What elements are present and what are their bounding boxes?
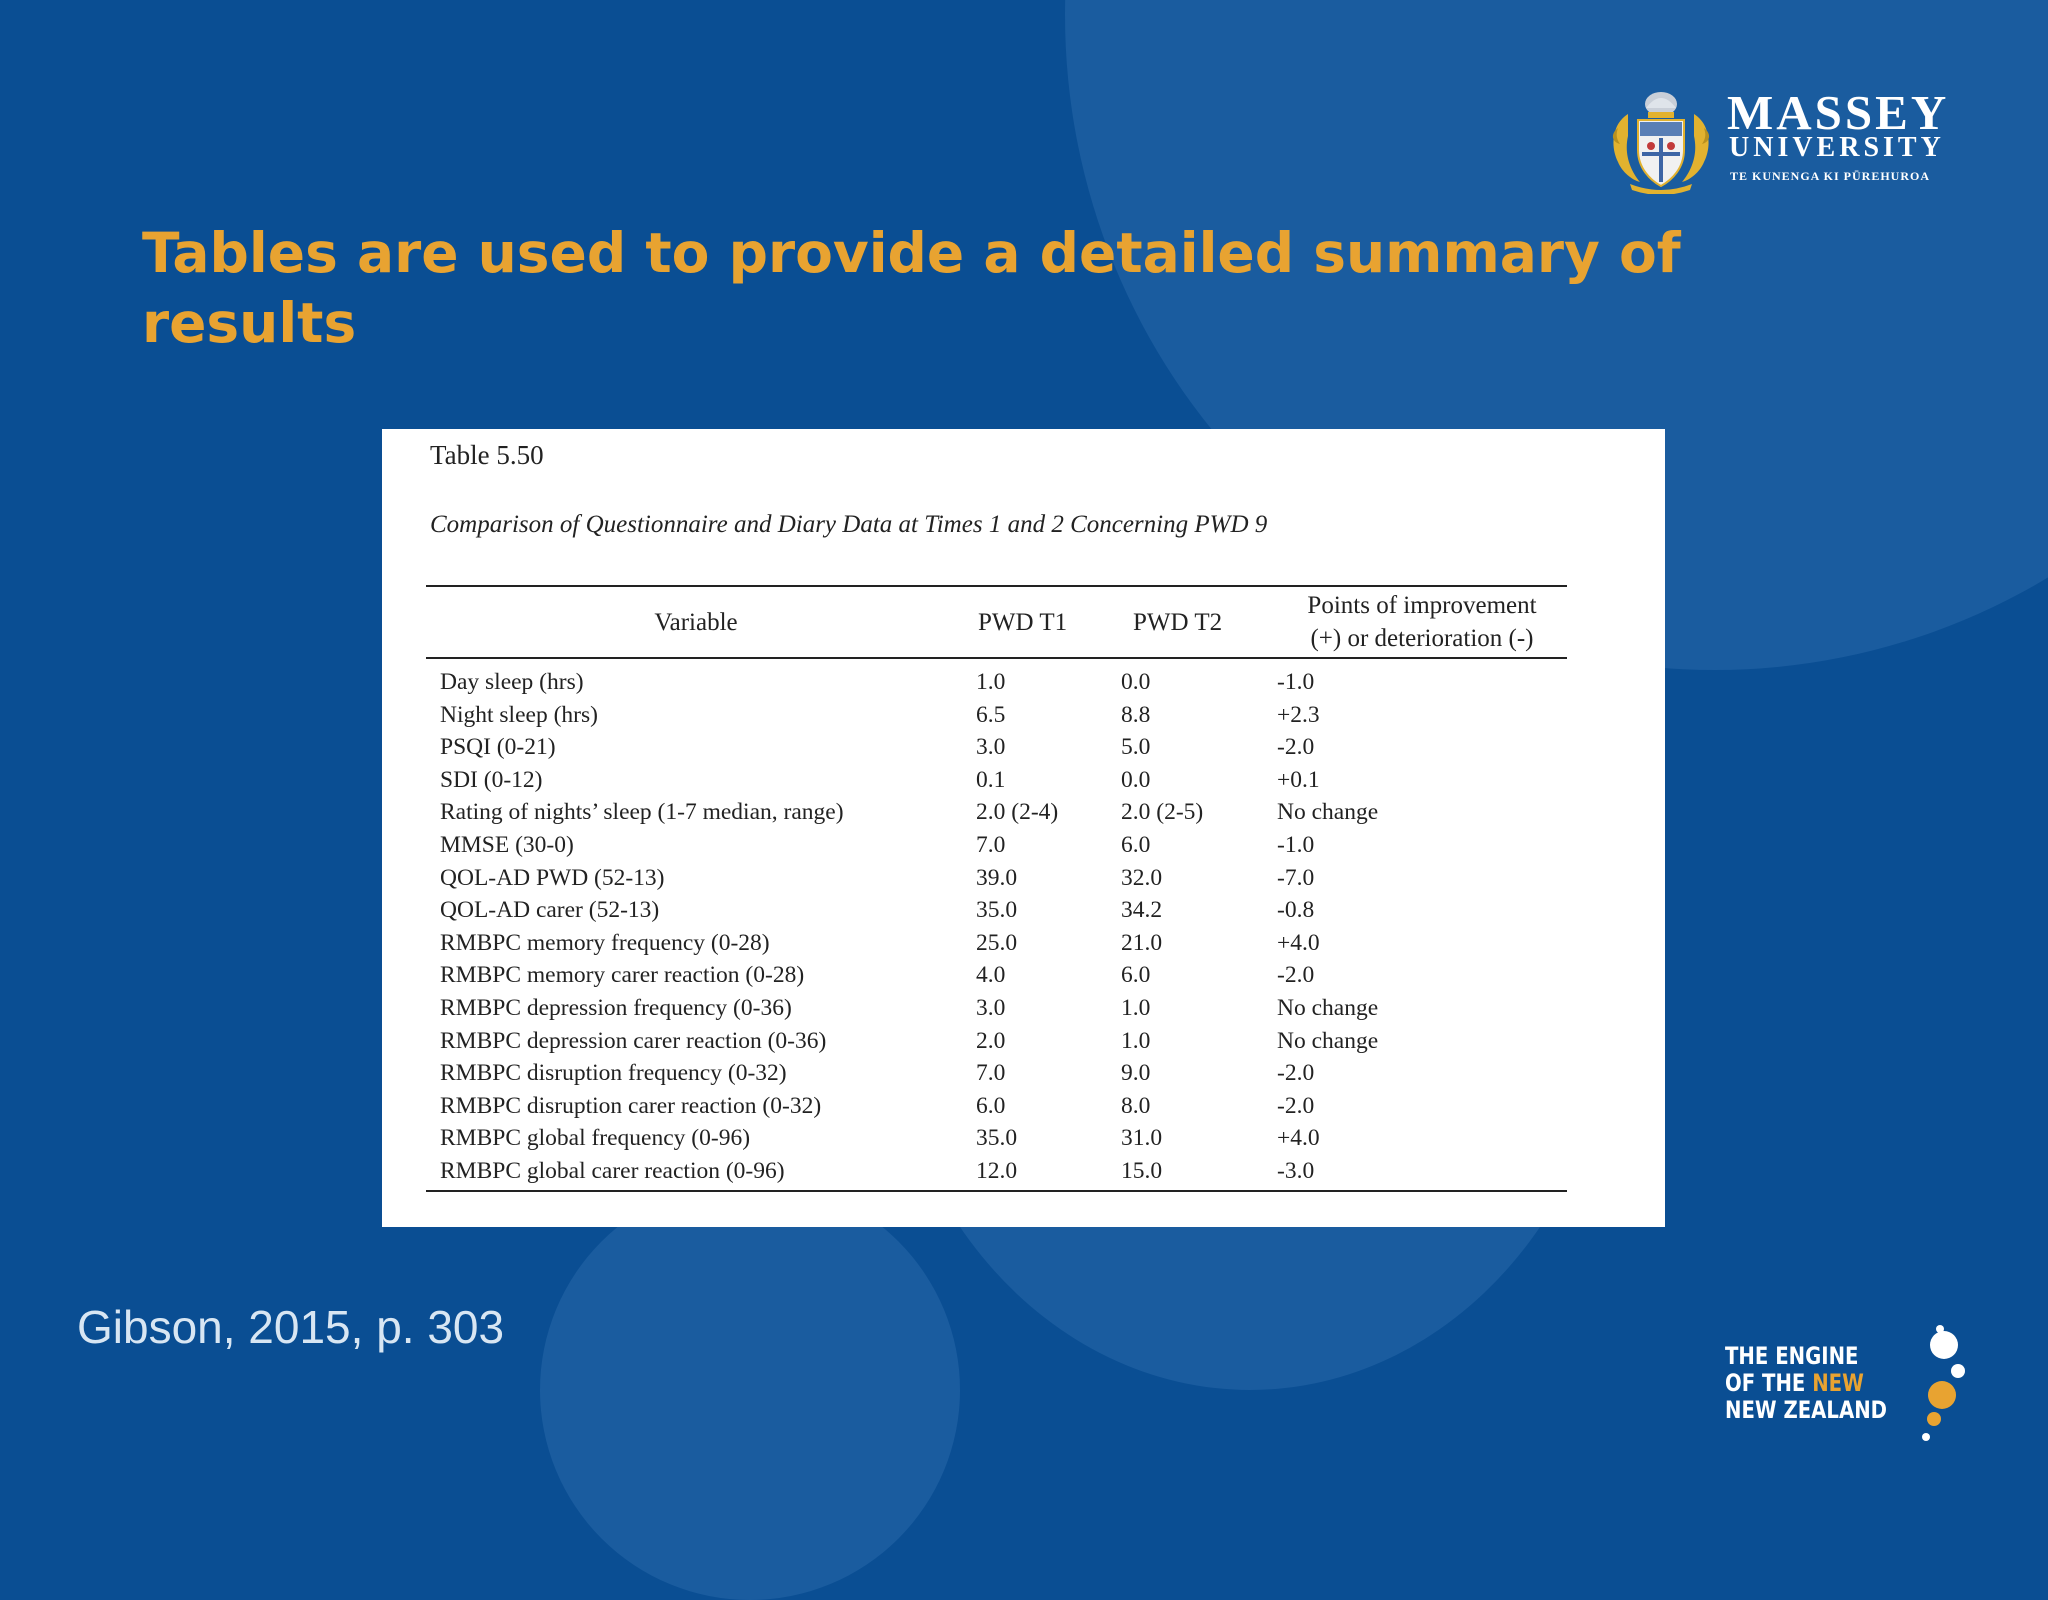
table-image [382,429,1665,1227]
cell-pwd-t1: 7.0 [976,831,1006,858]
header-points [1277,586,1567,658]
cell-pwd-t1: 3.0 [976,994,1006,1021]
header-points-line2: (+) or deterioration (-) [1310,625,1534,652]
cell-pwd-t1: 7.0 [976,1060,1006,1087]
tagline-line2-highlight: NEW [1812,1369,1864,1397]
cell-points: +4.0 [1277,1125,1320,1152]
cell-pwd-t1: 39.0 [976,864,1018,891]
cell-pwd-t2: 15.0 [1121,1155,1277,1191]
engine-tagline [1725,1340,1985,1460]
cell-points: -1.0 [1277,831,1315,858]
cell-points: No change [1277,1027,1379,1054]
table-body [426,658,1567,1191]
cell-variable: QOL-AD carer (52-13) [440,897,660,924]
cell-pwd-t1: 6.0 [976,1092,1006,1119]
cell-variable: RMBPC global frequency (0-96) [440,1125,751,1152]
cell-variable: PSQI (0-21) [440,734,556,761]
cell-points: -2.0 [1277,734,1315,761]
cell-pwd-t1: 1.0 [976,669,1006,695]
logo-maori-name: TE KUNENGA KI PŪREHUROA [1730,169,1931,183]
cell-points: -7.0 [1277,864,1315,891]
cell-variable: RMBPC depression carer reaction (0-36) [440,1027,827,1054]
table-row [426,731,1567,764]
background-circle-small [540,1180,960,1600]
cell-pwd-t2: 21.0 [1121,929,1163,956]
table-row [426,699,1567,732]
cell-pwd-t1: 4.0 [976,962,1006,989]
massey-crest-icon [1610,84,1712,194]
cell-pwd-t2: 1.0 [1121,994,1151,1021]
cell-points: -1.0 [1277,669,1315,695]
engine-dots-icon [1900,1325,1980,1455]
table-row [426,959,1567,992]
table-row [426,658,1567,699]
table-row [426,829,1567,862]
cell-pwd-t1: 35.0 [976,1125,1018,1152]
table-header-row [426,586,1567,658]
cell-pwd-t1: 35.0 [976,897,1018,924]
cell-variable: QOL-AD PWD (52-13) [440,864,665,891]
cell-points: -2.0 [1277,962,1315,989]
cell-pwd-t2: 8.0 [1121,1092,1151,1119]
cell-variable: RMBPC depression frequency (0-36) [440,994,792,1021]
massey-university-logo [1610,84,1970,194]
cell-pwd-t1: 12.0 [966,1155,1121,1191]
cell-pwd-t2: 6.0 [1121,962,1151,989]
header-points-line1: Points of improvement [1307,592,1537,619]
results-table [426,585,1567,1192]
table-row [426,764,1567,797]
cell-points: +0.1 [1277,766,1320,793]
cell-points: +2.3 [1277,701,1320,728]
cell-pwd-t1: 2.0 (2-4) [976,799,1059,826]
cell-pwd-t2: 32.0 [1121,864,1163,891]
cell-points: -3.0 [1277,1155,1567,1191]
table-row [426,1025,1567,1058]
header-pwd-t2: PWD T2 [1121,586,1277,658]
header-pwd-t1: PWD T1 [966,586,1121,658]
cell-variable: RMBPC memory frequency (0-28) [440,929,770,956]
cell-pwd-t2: 31.0 [1121,1125,1163,1152]
cell-pwd-t2: 1.0 [1121,1027,1151,1054]
table-caption: Comparison of Questionnaire and Diary Data at Times 1 and 2 Concerning PWD 9 [430,511,1268,538]
citation: Gibson, 2015, p. 303 [77,1301,505,1353]
slide-title: Tables are used to provide a detailed summary of results [142,221,1681,355]
cell-points: +4.0 [1277,929,1320,956]
cell-variable: RMBPC memory carer reaction (0-28) [440,962,805,989]
header-variable: Variable [426,586,966,658]
cell-points: -2.0 [1277,1092,1315,1119]
cell-pwd-t2: 0.0 [1121,766,1151,793]
logo-wordmark: MASSEY [1727,85,1950,140]
cell-pwd-t2: 9.0 [1121,1060,1151,1087]
table-row [426,927,1567,960]
cell-pwd-t1: 3.0 [976,734,1006,761]
cell-points: No change [1277,799,1379,826]
cell-points: -0.8 [1277,897,1315,924]
cell-pwd-t1: 25.0 [976,929,1018,956]
cell-variable: SDI (0-12) [440,766,543,793]
logo-subtitle: UNIVERSITY [1729,132,1945,163]
cell-points: -2.0 [1277,1060,1315,1087]
table-label: Table 5.50 [430,440,544,470]
cell-pwd-t1: 6.5 [976,701,1006,728]
cell-pwd-t2: 34.2 [1121,897,1163,924]
cell-variable: RMBPC global carer reaction (0-96) [426,1155,966,1191]
cell-pwd-t1: 0.1 [976,766,1006,793]
tagline-line3: NEW ZEALAND [1725,1396,1888,1424]
tagline-line2 [1725,1371,1864,1395]
cell-pwd-t2: 5.0 [1121,734,1151,761]
cell-pwd-t2: 6.0 [1121,831,1151,858]
cell-pwd-t2: 8.8 [1121,701,1151,728]
cell-variable: RMBPC disruption frequency (0-32) [440,1060,787,1087]
cell-variable: Rating of nights’ sleep (1-7 median, range) [440,799,844,826]
table-row [426,1090,1567,1123]
table-row [426,992,1567,1025]
tagline-line2-a: OF THE [1725,1369,1813,1397]
table-row [426,796,1567,829]
cell-variable: Night sleep (hrs) [440,701,598,728]
table-row [426,1057,1567,1090]
table-row [426,1122,1567,1155]
cell-pwd-t1: 2.0 [976,1027,1006,1054]
table-row [426,894,1567,927]
tagline-line1: THE ENGINE [1725,1342,1859,1370]
cell-points: No change [1277,994,1379,1021]
cell-variable: RMBPC disruption carer reaction (0-32) [440,1092,822,1119]
table-row [426,862,1567,895]
cell-variable: Day sleep (hrs) [440,669,584,695]
cell-variable: MMSE (30-0) [440,831,574,858]
table-row [426,1155,1567,1191]
cell-pwd-t2: 2.0 (2-5) [1121,799,1204,826]
cell-pwd-t2: 0.0 [1121,669,1151,695]
